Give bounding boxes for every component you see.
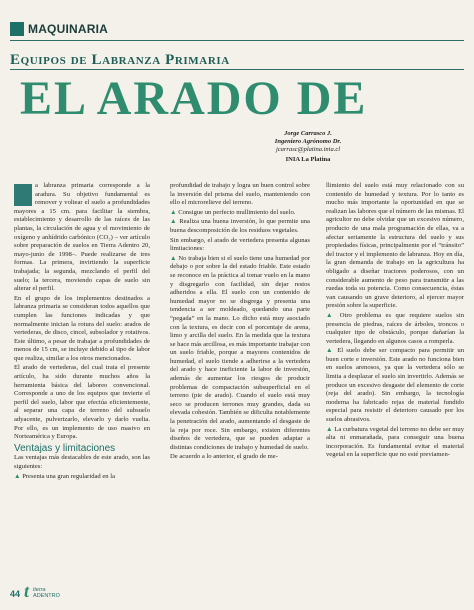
- bullet-icon: ▲: [170, 208, 179, 216]
- author-name: Jorge Carrasco J.: [284, 130, 332, 137]
- paragraph: De acuerdo a lo anterior, el grado de me-: [170, 453, 278, 461]
- page-footer: [10, 583, 60, 599]
- section-label: MAQUINARIA: [28, 22, 108, 36]
- byline: [158, 130, 458, 164]
- section-header: [10, 22, 108, 36]
- paragraph: a labranza primaria corresponde a la aradura. Su objetivo fundamental es remover y voltear el suelo a profundidades mayores a 15 cm. para facilitar la siembra, establecimiento y desarrollo de las raíces de las plantas, la circulación de agua y el movimiento de oxígeno y anhídrido carbónico (CO₂) – ver artículo sobre preparación de suelos en Tierra Adentro 20, mayo-junio de 1998–. Puede realizarse de tres formas. La primera, invirtiendo la superficie trabajada; la segunda, mezclando el perfil del suelo; la tercera, moviendo capas de suelo sin alterar el perfil.: [14, 182, 150, 293]
- page-number: 44: [10, 589, 21, 599]
- bullet-text: El suelo debe ser compacto para permitir un buen corte e inversión. Este arado no funciona bien en suelos arenosos, ya que la vertedera sólo se limita a desplazar el suelo sin invertirlo. Además se produce un excesivo desgaste del elemento de corte (reja del arado). Sin embargo, la tecnología moderna ha fabricado rejas de material fundido especial para resistir el deterioro causado por los suelos abrasivos.: [326, 347, 464, 424]
- bullet-item: [326, 312, 464, 346]
- article-subtitle: Equipos de Labranza Primaria: [10, 52, 230, 68]
- bullet-icon: ▲: [14, 472, 23, 480]
- section-marker: [10, 22, 24, 36]
- column-3: [326, 182, 464, 461]
- bullet-icon: ▲: [326, 425, 335, 433]
- brand-logo-letter: t: [24, 581, 30, 601]
- author-role: Ingeniero Agrónomo Dr.: [274, 138, 342, 145]
- bullet-text: Presenta una gran regularidad en la: [22, 472, 116, 480]
- bullet-item: [170, 218, 310, 235]
- bullet-icon: ▲: [170, 218, 180, 226]
- author-email: jcarrasc@platina.inia.cl: [275, 146, 341, 153]
- drop-cap: [14, 184, 32, 206]
- bullet-item: [326, 347, 464, 424]
- paragraph: En el grupo de los implementos destinados a labranza primaria se consideran todos aquellos que cumplen las funciones indicadas y que normalmente inician la rotura del suelo: arados de vertederas, de disco, cincel, subsolador y rotativos. Este último, a pesar de trabajar a profundidades de menos de 15 cm, se incluye debido al tipo de labor que realiza, similar a los otros mencionados.: [14, 294, 150, 362]
- bullet-item: [170, 255, 310, 453]
- bullet-text: Otro problema es que requiere suelos sin presencia de piedras, raíces de árboles, troncos o cualquier tipo de obstáculo, porque dañarían la vertedera, llegando en algunos casos a romperla.: [326, 311, 464, 345]
- bullet-text: Realiza una buena inversión, lo que permite una buena descomposición de los residuos vegetales.: [170, 218, 310, 234]
- bullet-text: Consigue un perfecto mullimiento del suelo.: [178, 208, 296, 216]
- bullet-icon: ▲: [170, 254, 179, 262]
- bullet-item: [170, 209, 310, 218]
- bullet-text: La curbatura vegetal del terreno no debe ser muy alta ni enmarañada, para conseguir una buena incorporación. Es fundamental evitar el material vegetal en la superficie que no esté previamen-: [326, 425, 464, 459]
- header-rule: [10, 40, 464, 41]
- article-title: EL ARADO DE: [20, 72, 368, 125]
- bullet-icon: ▲: [326, 347, 338, 355]
- paragraph: Las ventajas más destacables de este arado, son las siguientes:: [14, 454, 150, 470]
- paragraph: El arado de vertederas, del cual trata el presente artículo, ha sido durante muchos años la herramienta básica del laboreo convencional. Corresponde a uno de los equipos que invierte el perfil del suelo, labor que efectúa eficientemente, al separar una capa de terreno del subsuelo adyacente, pulverizarlo, elevarlo y darlo vuelta. Por ello, es un implemento de uso masivo en Norteamérica y Europa.: [14, 364, 150, 441]
- brand-logo-text: [33, 587, 60, 599]
- column-2: [170, 182, 310, 463]
- section-heading: Ventajas y limitaciones: [14, 442, 116, 454]
- brand-line-2: ADENTRO: [33, 593, 60, 599]
- column-1: [14, 182, 150, 482]
- bullet-item: [14, 473, 150, 482]
- author-institution: INIA La Platina: [285, 156, 331, 163]
- bullet-text: No trabaja bien si el suelo tiene una humedad por debajo o por sobre la del estado friable. Este estado se reconoce en la práctica al tomar vuelo en la mano y disgregarlo con facilidad, sin dejar restos adheridos a ella. El suelo con un contenido de humedad mayor no se disgrega y presenta una tendencia a ser moldeado, quedando una parte “pegada” en la mano. Lo dicho está muy asociado con la textura, es decir con el porcentaje de arena, limo y arcilla del suelo. En la medida que la textura se hace más arcillosa, es más importante trabajar con un suelo friable, porque a mayores contenidos de humedad, el suelo tiende a adherirse a la vertedera del arado y hace ineficiente la labor de inversión, además de aumentar los riesgos de producir problemas de compactación subsuperficial en el terreno (pie de arado). Cuando el suelo está muy seco se producen terrones muy grandes, dada su elevada cohesión. También se dificulta notablemente la penetración del arado, aumentando el desgaste de la reja por roce. Sin embargo, existen diferentes diseños de vertedera, que se pueden adaptar a distintas condiciones de trabajo y humedad de suelo.: [170, 254, 310, 451]
- paragraph: llimiento del suelo está muy relacionado con su contenido de humedad y textura. Por lo tanto es mucho más importante la oportunidad en que se realizan las labores que el número de las mismas. El agricultor no debe olvidar que un excesivo número, producto de una mala programación de ellas, va a afectar seriamente la estructura del suelo y sus propiedades físicas, principalmente por el “tránsito” del tractor y el implemento de labranza. Hoy en día, la gran demanda de trabajo en la agricultura ha obligado a diseñar tractores poderosos, con un considerable aumento de peso para transmitir a las ruedas toda su potencia. Como consecuencia, éstas van causando un grave deterioro, al ejercer mayor presión sobre la superficie.: [326, 182, 464, 310]
- bullet-icon: ▲: [326, 311, 340, 319]
- subtitle-rule: [10, 69, 464, 70]
- paragraph: profundidad de trabajo y logra un buen control sobre la inversión del prisma del suelo, manteniendo con ello el microrelieve del terreno.: [170, 182, 310, 207]
- bullet-item: [326, 426, 464, 460]
- paragraph: Sin embargo, el arado de vertedera presenta algunas limitaciones:: [170, 236, 310, 253]
- brand-line-1: tierra: [33, 587, 46, 593]
